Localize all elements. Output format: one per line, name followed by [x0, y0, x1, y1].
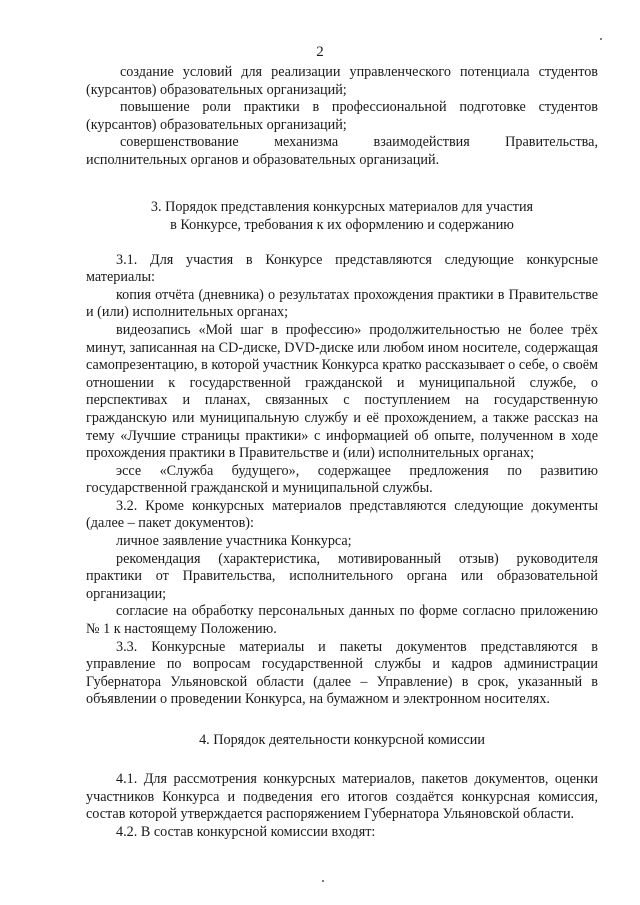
- clause-3-3: 3.3. Конкурсные материалы и пакеты документов представляются в управление по вопросам государственной службы и кадров администрации Губернатора Ульяновской области (далее – Управление) в срок, указанный в объявлении о проведении Конкурса, на бумажном и электронном носителях.: [86, 638, 598, 708]
- scan-speck: [322, 880, 324, 882]
- clause-4-1: 4.1. Для рассмотрения конкурсных материалов, пакетов документов, оценки участников Конкурса и подведения его итогов создаётся конкурсная комиссия, состав которой утверждается распоряжением Губернатора Ульяновской области.: [86, 771, 598, 823]
- paragraph-goal-2: повышение роли практики в профессиональной подготовке студентов (курсантов) образовательных организаций;: [86, 99, 598, 133]
- section-3-heading-line-2: в Конкурсе, требования к их оформлению и содержанию: [170, 216, 514, 233]
- paragraph-goal-3: совершенствование механизма взаимодействия Правительства, исполнительных органов и образовательных организаций.: [86, 134, 598, 168]
- document-body: [86, 64, 598, 841]
- documents-item-consent: согласие на обработку персональных данных по форме согласно приложению № 1 к настоящему Положению.: [86, 603, 598, 638]
- clause-4-2: 4.2. В состав конкурсной комиссии входят:: [116, 823, 376, 840]
- clause-3-2: 3.2. Кроме конкурсных материалов представляются следующие документы (далее – пакет документов):: [86, 497, 598, 532]
- materials-item-essay: эссе «Служба будущего», содержащее предложения по развитию государственной гражданской и муниципальной службы.: [86, 462, 598, 497]
- documents-item-application: личное заявление участника Конкурса;: [116, 533, 352, 550]
- section-3-heading-line-1: 3. Порядок представления конкурсных материалов для участия: [150, 198, 534, 215]
- documents-item-recommendation: рекомендация (характеристика, мотивированный отзыв) руководителя практики от Правительства, исполнительного органа или образовательной организации;: [86, 550, 598, 602]
- materials-item-video: видеозапись «Мой шаг в профессию» продолжительностью не более трёх минут, записанная на CD-диске, DVD-диске или любом ином носителе, содержащая самопрезентацию, в которой участник Конкурса кратко рассказывает о себе, о своём отношении к государственной гражданской и муниципальной службе, о перспективах и планах, связанных с поступлением на государственную гражданскую или муниципальную службу и её прохождением, а также рассказ на тему «Лучшие страницы практики» с информацией об опыте, полученном в ходе прохождения практики в Правительстве и (или) исполнительных органах;: [86, 321, 598, 462]
- section-4-heading: 4. Порядок деятельности конкурсной комиссии: [199, 732, 485, 748]
- scan-speck: [600, 38, 602, 40]
- page-number: 2: [316, 44, 324, 60]
- paragraph-goal-1: создание условий для реализации управленческого потенциала студентов (курсантов) образовательных организаций;: [86, 64, 598, 98]
- clause-3-1: 3.1. Для участия в Конкурсе представляются следующие конкурсные материалы:: [86, 251, 598, 286]
- materials-item-report: копия отчёта (дневника) о результатах прохождения практики в Правительстве и (или) исполнительных органах;: [86, 286, 598, 321]
